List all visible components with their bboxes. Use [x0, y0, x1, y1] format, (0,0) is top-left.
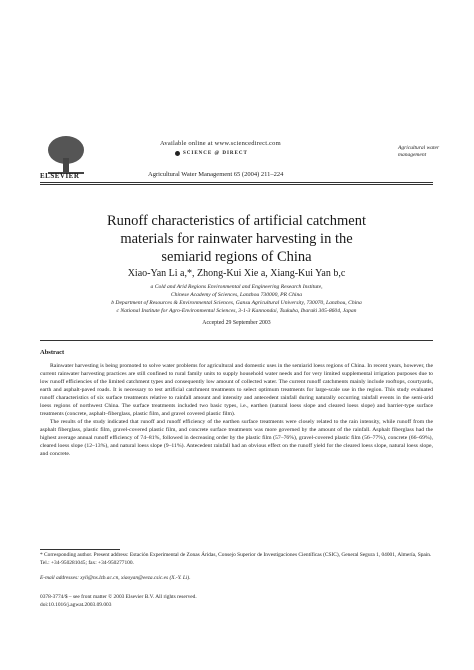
journal-citation: Agricultural Water Management 65 (2004) 211–224: [148, 171, 284, 178]
sciencedirect-dot-icon: [175, 151, 180, 156]
footnote-divider: [40, 549, 120, 550]
header-divider: [40, 182, 433, 183]
title-line-1: Runoff characteristics of artificial catchment: [106, 213, 366, 229]
accepted-date: Accepted 29 September 2003: [202, 320, 271, 326]
title-line-3: semiarid regions of China: [161, 249, 312, 265]
journal-logo-text: Agricultural water management: [398, 145, 440, 158]
abstract-divider: [40, 340, 433, 341]
copyright-line: 0378-3774/$ – see front matter © 2003 Elsevier B.V. All rights reserved.: [40, 594, 197, 600]
affiliation-a-line2: Chinese Academy of Sciences, Lanzhou 730000, PR China: [170, 292, 303, 298]
abstract-heading: Abstract: [40, 349, 65, 356]
title-line-2: materials for rainwater harvesting in the: [120, 231, 353, 247]
corresponding-author-note: * Corresponding author. Present address: Estación Experimental de Zonas Áridas, Consejo Superior de Investigaciones Científicas (CSIC), General Segura 1, 04001, Almería, Spain. Tel.: +34-950281045; fax: +34-950277100.: [40, 552, 432, 566]
doi-line: doi:10.1016/j.agwat.2003.09.003: [40, 601, 112, 608]
sciencedirect-logo-text: SCIENCE @ DIRECT: [183, 151, 248, 156]
publisher-logo-text: ELSEVIER: [40, 172, 80, 180]
author-list: Xiao-Yan Li a,*, Zhong-Kui Xie a, Xiang-Kui Yan b,c: [127, 268, 346, 279]
available-online-text: Available online at www.sciencedirect.com: [160, 140, 281, 147]
article-title: [40, 212, 433, 266]
abstract-paragraph-1: Rainwater harvesting is being promoted to solve water problems for agricultural and domestic uses in the semiarid loess regions of China. In recent years, however, the current rainwater harvesting practices are still confined to rural family units to supply household water needs and for very limited supplemental irrigation purposes due to low runoff efficiencies of the limited catchment types and consequently low amount of collected water. The current runoff catchments mainly include rooftops, courtyards, earth and asphalt-paved roads. It is necessary to test artificial catchment treatments to select optimum treatments for large-scale use in the region. This study evaluated runoff characteristics of six surface treatments relative to rainfall amount and intensity and antecedent rainfall during naturally occurring rainfall events in the semi-arid loess regions of northwest China. The surface treatments included two basic types, i.e., earthen (natural loess slope and cleared loess slope) and barrier-type surface treatments (concrete, asphalt–fiberglass, plastic film, and gravel covered plastic film).: [40, 363, 433, 417]
affiliation-c: c National Institute for Agro-Environmental Sciences, 3-1-3 Kannondai, Tsukuba, Ibaraki 305-8604, Japan: [116, 308, 357, 314]
affiliation-a-line1: a Cold and Arid Regions Environmental and Engineering Research Institute,: [150, 284, 323, 290]
abstract-paragraph-2: The results of the study indicated that runoff and runoff efficiency of the earthen surface treatments were closely related to the rain intensity, while runoff from the asphalt fiberglass, plastic film, gravel-covered plastic film, and concrete surface treatments was more governed by the amount of the rainfall. Asphalt fiberglass had the highest average annual runoff efficiency of 74–81%, followed in decreasing order by the plastic film (57–76%), gravel-covered plastic film (56–77%), concrete (66–69%), cleared loess slope (12–13%), and natural loess slope (9–11%). Antecedent rainfall had an obvious effect on the runoff yield for the cleared loess slope, natural loess slope, and concrete.: [40, 419, 433, 457]
copyright-block: [40, 594, 197, 609]
affiliation-b: b Department of Resources & Environmental Sciences, Gansu Agricultural University, 730070, Lanzhou, China: [111, 300, 362, 306]
header-divider-thin: [40, 184, 433, 185]
abstract-body: [40, 362, 433, 458]
sciencedirect-logo: [175, 151, 248, 156]
email-addresses-note: E-mail addresses: xyli@ns.lzb.ac.cn, xiaoyan@eeza.csic.es (X.-Y. Li).: [40, 575, 191, 581]
